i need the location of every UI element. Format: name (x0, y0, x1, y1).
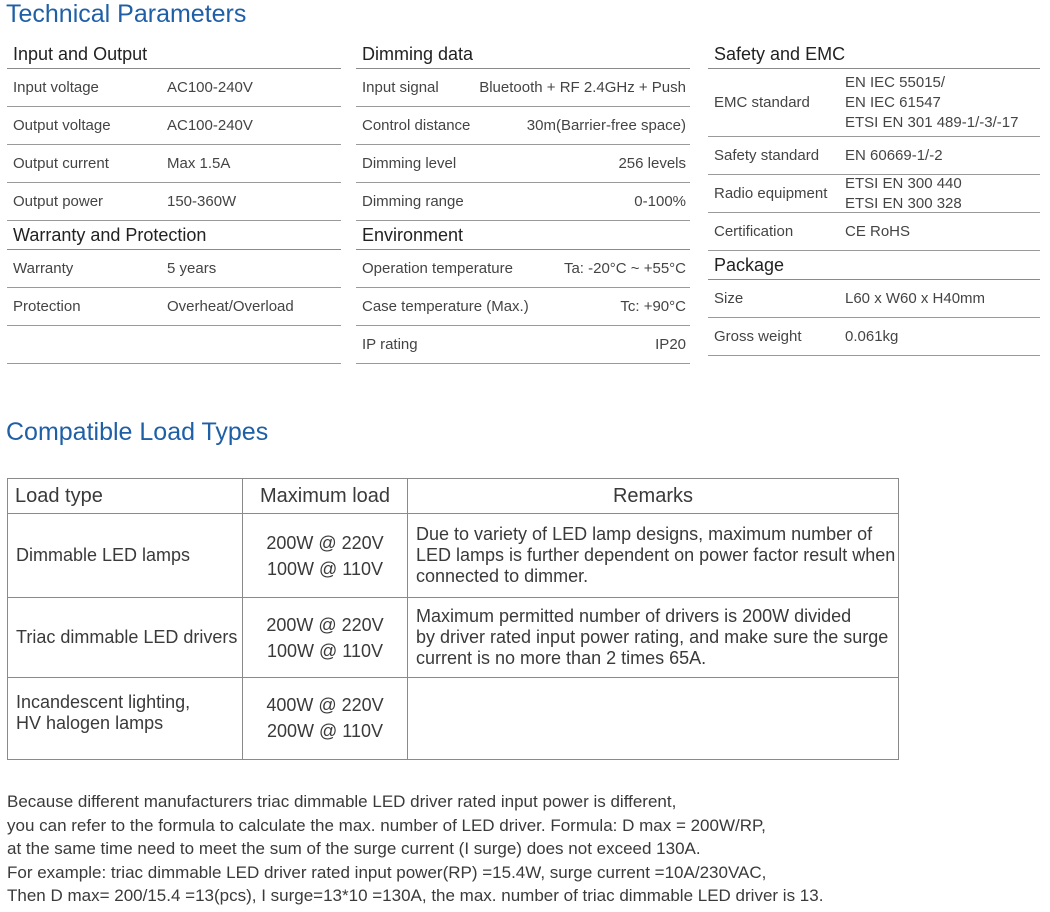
param-label: Dimming level (362, 155, 457, 172)
param-row (708, 213, 1040, 251)
param-column (7, 40, 341, 364)
param-value: Tc: +90°C (620, 298, 686, 315)
param-label: Dimming range (362, 193, 464, 210)
page-title: Technical Parameters (6, 0, 247, 28)
param-row (708, 175, 1040, 213)
param-label: Output power (13, 193, 104, 210)
section-heading: Safety and EMC (708, 40, 1040, 69)
param-label: IP rating (362, 336, 418, 353)
compat-title: Compatible Load Types (6, 418, 269, 446)
param-label: Output current (13, 155, 109, 172)
section-heading: Environment (356, 221, 690, 250)
param-row (7, 183, 341, 221)
param-value: CE RoHS (845, 223, 911, 240)
param-label: Certification (714, 223, 794, 240)
param-row (7, 145, 341, 183)
section-heading: Warranty and Protection (7, 221, 341, 250)
max-load-cell: 200W @ 220V 100W @ 110V (243, 514, 408, 598)
footer-line: Because different manufacturers triac dimmable LED driver rated input power is different, (7, 792, 677, 811)
param-value: Bluetooth + RF 2.4GHz + Push (479, 79, 686, 96)
param-row (7, 250, 341, 288)
remarks-cell: Maximum permitted number of drivers is 200W divided by driver rated input power rating, and make sure the surge current is no more than 2 times 65A. (408, 598, 899, 678)
param-value: EN 60669-1/-2 (845, 147, 943, 164)
param-value: 30m(Barrier-free space) (526, 117, 686, 134)
section-heading: Package (708, 251, 1040, 280)
param-value: L60 x W60 x H40mm (845, 290, 986, 307)
footer-notes (7, 790, 823, 908)
param-row (7, 107, 341, 145)
footer-line: Then D max= 200/15.4 =13(pcs), I surge=13*10 =130A, the max. number of triac dimmable LED driver is 13. (7, 886, 824, 905)
param-value: EN IEC 55015/ EN IEC 61547 ETSI EN 301 489-1/-3/-17 (845, 74, 1019, 131)
section-heading: Dimming data (356, 40, 690, 69)
param-value: Max 1.5A (167, 155, 231, 172)
param-row (7, 288, 341, 326)
remarks-cell (408, 678, 899, 760)
column-header: Load type (8, 479, 243, 514)
max-load-cell: 400W @ 220V 200W @ 110V (243, 678, 408, 760)
param-value: Overheat/Overload (167, 298, 294, 315)
load-type-cell: Incandescent lighting, HV halogen lamps (8, 678, 243, 760)
param-value: ETSI EN 300 440 ETSI EN 300 328 (845, 175, 962, 212)
load-type-cell: Dimmable LED lamps (8, 514, 243, 598)
param-row (708, 318, 1040, 356)
param-value: AC100-240V (167, 117, 253, 134)
param-label: Operation temperature (362, 260, 513, 277)
param-column (708, 40, 1040, 356)
param-label: Case temperature (Max.) (362, 298, 529, 315)
param-value: 256 levels (618, 155, 686, 172)
param-column (356, 40, 690, 364)
param-label: Input signal (362, 79, 439, 96)
param-label: EMC standard (714, 94, 810, 111)
param-label: Input voltage (13, 79, 99, 96)
table-row (8, 678, 899, 760)
footer-line: For example: triac dimmable LED driver rated input power(RP) =15.4W, surge current =10A/230VAC, (7, 862, 767, 882)
compatible-load-table (7, 478, 899, 760)
param-label: Gross weight (714, 328, 802, 345)
param-row (708, 137, 1040, 175)
param-label: Control distance (362, 117, 471, 134)
footer-line: you can refer to the formula to calculate the max. number of LED driver. Formula: D max = 200W/RP, (7, 815, 766, 835)
param-label: Warranty (13, 260, 74, 277)
param-row (708, 280, 1040, 318)
load-type-cell: Triac dimmable LED drivers (8, 598, 243, 678)
remarks-cell: Due to variety of LED lamp designs, maximum number of LED lamps is further dependent on power factor result when connected to dimmer. (408, 514, 899, 598)
param-value: 150-360W (167, 193, 237, 210)
section-heading: Input and Output (7, 40, 341, 69)
param-row (356, 145, 690, 183)
param-row (356, 250, 690, 288)
param-row (356, 326, 690, 364)
param-row (7, 69, 341, 107)
param-row (356, 183, 690, 221)
param-row (708, 69, 1040, 137)
table-row (8, 598, 899, 678)
param-value: AC100-240V (167, 79, 253, 96)
param-label: Radio equipment (714, 185, 828, 202)
param-row (356, 288, 690, 326)
empty-row (7, 326, 341, 364)
param-value: 5 years (167, 260, 217, 277)
table-row (8, 514, 899, 598)
max-load-cell: 200W @ 220V 100W @ 110V (243, 598, 408, 678)
param-value: 0.061kg (845, 328, 899, 345)
param-label: Output voltage (13, 117, 111, 134)
param-label: Protection (13, 298, 81, 315)
param-row (356, 69, 690, 107)
param-label: Safety standard (714, 147, 820, 164)
column-header: Remarks (408, 479, 899, 514)
param-value: 0-100% (634, 193, 686, 210)
column-header: Maximum load (243, 479, 408, 514)
param-value: IP20 (655, 336, 686, 353)
param-row (356, 107, 690, 145)
footer-line: at the same time need to meet the sum of the surge current (I surge) does not exceed 130A. (7, 839, 701, 858)
param-value: Ta: -20°C ~ +55°C (563, 260, 686, 277)
param-label: Size (714, 290, 744, 307)
